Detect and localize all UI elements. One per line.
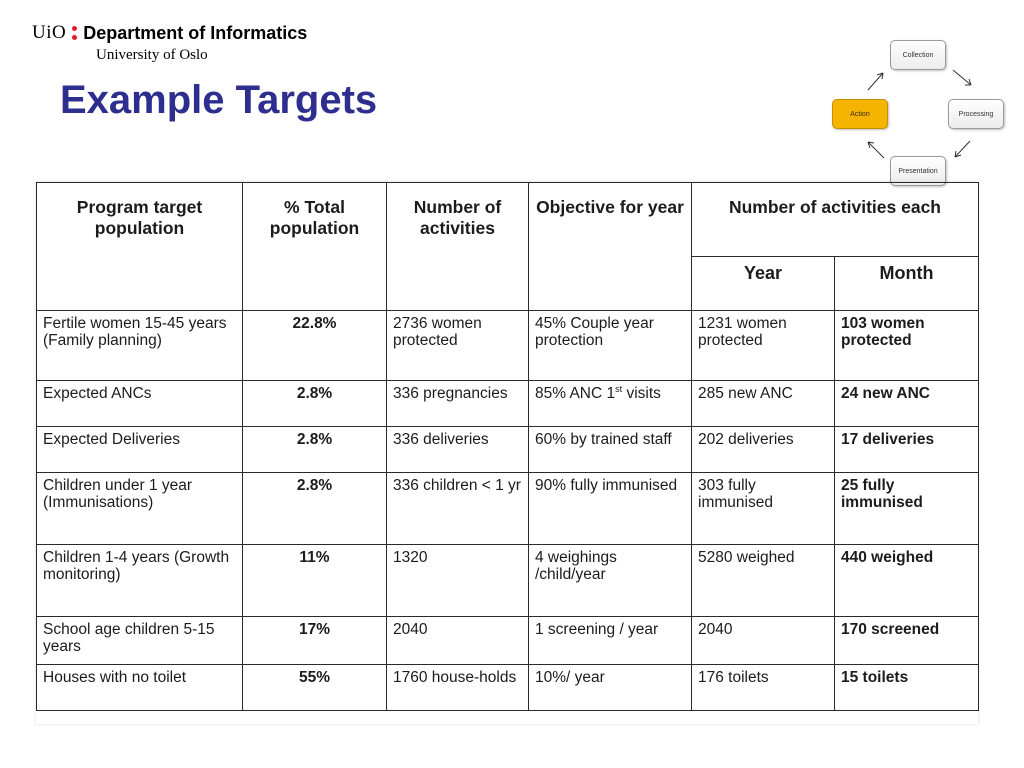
header-month: Month <box>835 257 979 311</box>
cell-year: 5280 weighed <box>692 545 835 617</box>
cycle-node-processing: Processing <box>948 99 1004 129</box>
cell-percent-population: 11% <box>243 545 387 617</box>
header-year: Year <box>692 257 835 311</box>
table-row <box>37 381 979 427</box>
cycle-node-presentation: Presentation <box>890 156 946 186</box>
uio-logo-text: UiO <box>32 22 67 43</box>
arrow-action-to-collection <box>868 73 883 90</box>
information-cycle-diagram <box>828 34 1008 192</box>
objective-text: 90% fully immunised <box>535 477 678 494</box>
table-row <box>37 427 979 473</box>
cell-objective <box>529 473 692 545</box>
table-row <box>37 473 979 545</box>
cell-target-population: School age children 5-15 years <box>37 617 243 665</box>
cell-month: 17 deliveries <box>835 427 979 473</box>
objective-text: 1 screening / year <box>535 621 659 638</box>
cell-year: 176 toilets <box>692 665 835 711</box>
cell-objective <box>529 427 692 473</box>
cell-month: 25 fully immunised <box>835 473 979 545</box>
cell-objective <box>529 311 692 381</box>
cell-target-population: Houses with no toilet <box>37 665 243 711</box>
cell-month: 24 new ANC <box>835 381 979 427</box>
header-number-activities: Number of activities <box>387 183 529 311</box>
cell-number-activities: 336 pregnancies <box>387 381 529 427</box>
table-row <box>37 545 979 617</box>
objective-superscript: st <box>615 383 623 394</box>
slide-title: Example Targets <box>60 78 378 122</box>
cycle-node-action: Action <box>832 99 888 129</box>
cell-percent-population: 17% <box>243 617 387 665</box>
cell-percent-population: 55% <box>243 665 387 711</box>
cell-percent-population: 2.8% <box>243 381 387 427</box>
cell-objective <box>529 617 692 665</box>
cell-month: 103 women protected <box>835 311 979 381</box>
arrow-presentation-to-action <box>868 142 884 158</box>
header-objective: Objective for year <box>529 183 692 311</box>
table-row <box>37 665 979 711</box>
cell-target-population: Expected ANCs <box>37 381 243 427</box>
cell-objective <box>529 545 692 617</box>
cell-percent-population: 22.8% <box>243 311 387 381</box>
cell-number-activities: 1320 <box>387 545 529 617</box>
objective-text: 85% ANC 1 <box>535 385 616 402</box>
cell-number-activities: 336 children < 1 yr <box>387 473 529 545</box>
cycle-node-collection: Collection <box>890 40 946 70</box>
table-row <box>37 311 979 381</box>
cell-objective <box>529 381 692 427</box>
cell-number-activities: 2736 women protected <box>387 311 529 381</box>
arrow-collection-to-processing <box>953 70 971 85</box>
cell-year: 1231 women protected <box>692 311 835 381</box>
cell-target-population: Children under 1 year (Immunisations) <box>37 473 243 545</box>
cell-number-activities: 336 deliveries <box>387 427 529 473</box>
cell-month: 440 weighed <box>835 545 979 617</box>
cell-month: 170 screened <box>835 617 979 665</box>
cell-number-activities: 1760 house-holds <box>387 665 529 711</box>
targets-table <box>36 182 979 711</box>
cell-year: 202 deliveries <box>692 427 835 473</box>
targets-table-body <box>37 311 979 711</box>
department-name: Department of Informatics <box>83 22 308 43</box>
cell-month: 15 toilets <box>835 665 979 711</box>
cell-target-population: Expected Deliveries <box>37 427 243 473</box>
cell-number-activities: 2040 <box>387 617 529 665</box>
objective-text: 45% Couple year protection <box>535 315 654 349</box>
cell-target-population: Children 1-4 years (Growth monitoring) <box>37 545 243 617</box>
targets-table-container <box>36 182 978 724</box>
arrow-processing-to-presentation <box>955 141 970 157</box>
objective-text: 4 weighings /child/year <box>535 549 617 583</box>
university-name: University of Oslo <box>96 47 208 63</box>
cell-percent-population: 2.8% <box>243 427 387 473</box>
objective-text: 60% by trained staff <box>535 431 672 448</box>
header-program-target: Program target population <box>37 183 243 311</box>
objective-text-tail: visits <box>622 385 661 402</box>
uio-colon-icon <box>72 26 77 40</box>
cell-year: 303 fully immunised <box>692 473 835 545</box>
table-row <box>37 617 979 665</box>
cell-year: 285 new ANC <box>692 381 835 427</box>
header-activities-each: Number of activities each <box>692 183 979 257</box>
cell-target-population: Fertile women 15-45 years (Family planning) <box>37 311 243 381</box>
cell-year: 2040 <box>692 617 835 665</box>
cell-percent-population: 2.8% <box>243 473 387 545</box>
header-total-population: % Total population <box>243 183 387 311</box>
uio-logo <box>32 22 307 44</box>
cell-objective <box>529 665 692 711</box>
objective-text: 10%/ year <box>535 669 605 686</box>
